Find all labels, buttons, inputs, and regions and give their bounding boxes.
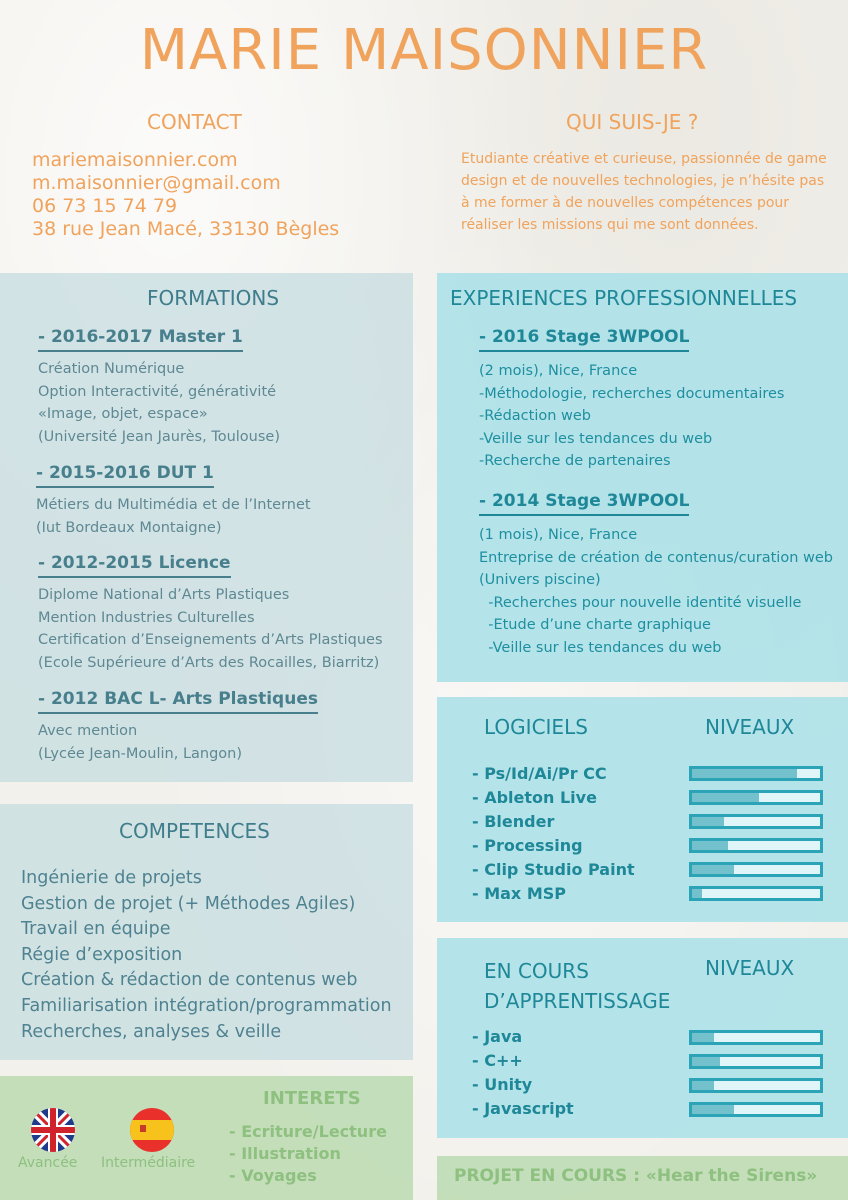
formation-heading: - 2016-2017 Master 1: [38, 327, 243, 352]
experience-heading: - 2014 Stage 3WPOOL: [479, 491, 689, 516]
formation-line: Avec mention: [38, 723, 138, 739]
experience-item: [479, 327, 839, 473]
level-bar: [689, 886, 823, 901]
logiciel-label: - Max MSP: [472, 884, 566, 903]
formation-line: «Image, objet, espace»: [38, 406, 208, 422]
apprentissage-label: - C++: [472, 1051, 523, 1070]
level-bar: [689, 1054, 823, 1069]
level-bar: [689, 862, 823, 877]
formation-item: [38, 327, 408, 448]
logiciel-label: - Ableton Live: [472, 788, 597, 807]
about-line: design et de nouvelles technologies, je n’hésite pas: [461, 173, 825, 189]
experience-line: -Recherches pour nouvelle identité visuelle: [479, 594, 802, 611]
competences-title: COMPETENCES: [119, 819, 270, 843]
language-level-label: Intermédiaire: [101, 1155, 196, 1171]
uk-flag-icon: [31, 1108, 75, 1152]
experience-line: -Méthodologie, recherches documentaires: [479, 385, 785, 402]
about-text: [461, 148, 841, 236]
level-bar: [689, 790, 823, 805]
contact-block: [32, 149, 339, 241]
about-line: réaliser les missions qui me sont données.: [461, 217, 759, 233]
formation-line: (Lycée Jean-Moulin, Langon): [38, 745, 243, 762]
level-bar: [689, 1102, 823, 1117]
formation-line: Métiers du Multimédia et de l’Internet: [36, 497, 311, 513]
experience-line: -Veille sur les tendances du web: [479, 430, 713, 447]
competence-item: Création & rédaction de contenus web: [21, 970, 358, 991]
contact-website[interactable]: mariemaisonnier.com: [32, 149, 238, 171]
experience-line: (Univers piscine): [479, 572, 601, 588]
experiences-title: EXPERIENCES PROFESSIONNELLES: [450, 286, 798, 310]
formation-item: [38, 689, 408, 765]
resume-name: MARIE MAISONNIER: [139, 18, 709, 83]
experience-line: -Recherche de partenaires: [479, 453, 671, 469]
interets-title: INTERETS: [263, 1088, 361, 1109]
level-bar: [689, 1078, 823, 1093]
formation-item: [36, 463, 406, 539]
formation-line: (Ecole Supérieure d’Arts des Rocailles, Biarritz): [38, 654, 380, 671]
competence-item: Recherches, analyses & veille: [21, 1021, 282, 1042]
logiciels-level-title: NIVEAUX: [705, 715, 795, 739]
projet-en-cours: PROJET EN COURS : «Hear the Sirens»: [454, 1166, 818, 1186]
logiciel-label: - Ps/Id/Ai/Pr CC: [472, 764, 607, 783]
spain-flag-icon: [130, 1108, 174, 1152]
level-bar: [689, 838, 823, 853]
about-line: Etudiante créative et curieuse, passionnée de game: [461, 151, 827, 167]
competence-item: Gestion de projet (+ Méthodes Agiles): [21, 893, 356, 914]
apprentissage-title-line1: EN COURS: [484, 959, 589, 983]
level-bar: [689, 814, 823, 829]
contact-phone: 06 73 15 74 79: [32, 195, 178, 217]
formation-line: (Iut Bordeaux Montaigne): [36, 519, 222, 536]
apprentissage-level-title: NIVEAUX: [705, 956, 795, 980]
formation-line: Mention Industries Culturelles: [38, 609, 255, 626]
competence-item: Travail en équipe: [21, 919, 171, 940]
experience-line: -Rédaction web: [479, 408, 592, 424]
contact-address: 38 rue Jean Macé, 33130 Bègles: [32, 218, 340, 240]
contact-title: CONTACT: [147, 110, 242, 134]
about-title: QUI SUIS-JE ?: [566, 110, 699, 134]
logiciels-title: LOGICIELS: [484, 715, 588, 739]
experience-line: (2 mois), Nice, France: [479, 363, 638, 379]
logiciel-label: - Blender: [472, 812, 555, 831]
apprentissage-label: - Java: [472, 1027, 523, 1046]
competence-item: Régie d’exposition: [21, 944, 183, 965]
formation-line: Certification d’Enseignements d’Arts Plastiques: [38, 632, 383, 648]
formations-title: FORMATIONS: [147, 286, 280, 310]
interets-list: [229, 1121, 387, 1187]
interet-item: - Ecriture/Lecture: [229, 1122, 387, 1141]
about-line: à me former à de nouvelles compétences pour: [461, 195, 790, 211]
level-bar: [689, 766, 823, 781]
formation-line: (Université Jean Jaurès, Toulouse): [38, 428, 280, 445]
apprentissage-title: [484, 956, 670, 1016]
experience-line: -Veille sur les tendances du web: [479, 639, 722, 656]
interet-item: - Illustration: [229, 1144, 341, 1163]
experience-line: Entreprise de création de contenus/curation web: [479, 549, 833, 566]
contact-email[interactable]: m.maisonnier@gmail.com: [32, 172, 281, 194]
language-level-label: Avancée: [18, 1155, 78, 1171]
formation-item: [38, 553, 408, 674]
formation-line: Option Interactivité, générativité: [38, 383, 277, 400]
formation-heading: - 2015-2016 DUT 1: [36, 463, 214, 488]
experience-item: [479, 491, 844, 659]
formation-line: Création Numérique: [38, 361, 185, 377]
competence-item: Familiarisation intégration/programmation: [21, 995, 392, 1016]
experience-heading: - 2016 Stage 3WPOOL: [479, 327, 689, 352]
formation-heading: - 2012 BAC L- Arts Plastiques: [38, 689, 318, 714]
apprentissage-label: - Javascript: [472, 1099, 574, 1118]
level-bar: [689, 1030, 823, 1045]
competences-list: [21, 866, 411, 1045]
formation-heading: - 2012-2015 Licence: [38, 553, 231, 578]
experience-line: (1 mois), Nice, France: [479, 527, 638, 543]
competence-item: Ingénierie de projets: [21, 868, 202, 888]
apprentissage-title-line2: D’APPRENTISSAGE: [484, 989, 671, 1013]
logiciel-label: - Clip Studio Paint: [472, 860, 635, 879]
apprentissage-label: - Unity: [472, 1075, 533, 1094]
interet-item: - Voyages: [229, 1166, 317, 1185]
logiciel-label: - Processing: [472, 836, 583, 855]
formation-line: Diplome National d’Arts Plastiques: [38, 587, 290, 603]
experience-line: -Etude d’une charte graphique: [479, 617, 711, 633]
